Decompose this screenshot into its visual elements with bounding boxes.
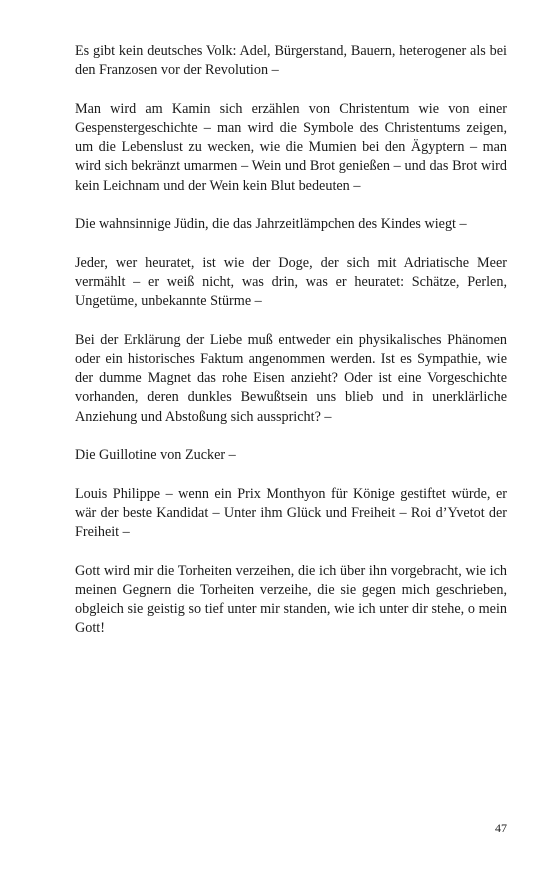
body-text <box>75 42 507 658</box>
paragraph-christentum: Man wird am Kamin sich erzählen von Christentum wie von einer Gespenstergeschichte – man wird die Symbole des Christentums zeigen, um die Lebenslust zu wecken, wie die Mumien bei den Ägyptern – man wird sich bekränzt umarmen – Wein und Brot genießen – und das Brot wird kein Leichnam und der Wein kein Blut bedeuten – <box>75 100 507 194</box>
page-number: 47 <box>495 821 507 835</box>
paragraph-louis-philippe: Louis Philippe – wenn ein Prix Monthyon für Könige gestiftet würde, er wär der beste Kandidat – Unter ihm Glück und Freiheit – Roi d’Yvetot der Freiheit – <box>75 485 507 541</box>
paragraph-gott: Gott wird mir die Torheiten verzeihen, die ich über ihn vorgebracht, wie ich meinen Gegnern die Torheiten verzeihe, die sie gegen mich geschrieben, obgleich sie geistig so tief unter mir standen, wie ich unter dir stehe, o mein Gott! <box>75 562 507 637</box>
paragraph-juedin: Die wahnsinnige Jüdin, die das Jahrzeitlämpchen des Kindes wiegt – <box>75 216 467 233</box>
paragraph-volk: Es gibt kein deutsches Volk: Adel, Bürgerstand, Bauern, heterogener als bei den Franzosen vor der Revolution – <box>75 43 507 79</box>
paragraph-doge: Jeder, wer heuratet, ist wie der Doge, der sich mit Adriatische Meer vermählt – er weiß nicht, was drin, was er heuratet: Schätze, Perlen, Ungetüme, unbekannte Stürme – <box>75 254 507 310</box>
paragraph-guillotine: Die Guillotine von Zucker – <box>75 447 236 464</box>
paragraph-liebe: Bei der Erklärung der Liebe muß entweder ein physikalisches Phänomen oder ein historisches Faktum angenommen werden. Ist es Sympathie, wie der dumme Magnet das rohe Eisen anzieht? Oder ist eine Vorgeschichte vorhanden, deren dunkles Bewußtsein uns blieb und in unerklärliche Anziehung und Abstoßung sich ausspricht? – <box>75 331 507 425</box>
